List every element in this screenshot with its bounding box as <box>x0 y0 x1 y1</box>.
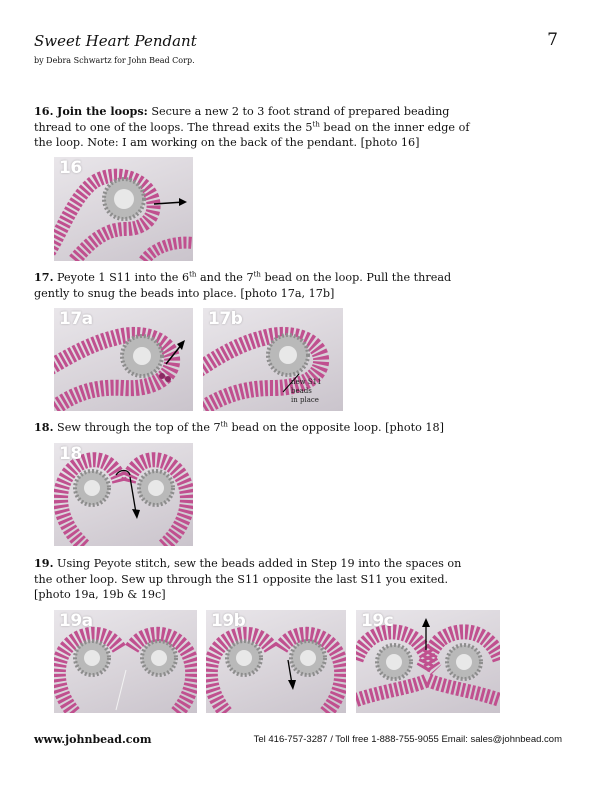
photo-label: 17b <box>208 309 243 329</box>
page-number: 7 <box>547 30 558 50</box>
photo-label: 16 <box>59 158 82 178</box>
photo-label: 19b <box>211 611 246 631</box>
photo-19a <box>54 610 197 713</box>
step-number: 19. <box>34 556 54 570</box>
photo-19c <box>356 610 500 713</box>
step-text: Sew through the top of the 7 <box>53 421 221 434</box>
footer-contact-info: Tel 416-757-3287 / Toll free 1-888-755-9055 Email: sales@johnbead.com <box>253 734 562 745</box>
photo-label: 17a <box>59 309 93 329</box>
step-text: Secure a new 2 to 3 foot strand of prepared beading thread to one of the loops. The thread exits the 5 <box>34 105 450 134</box>
step-text: Peyote 1 S11 into the 6 <box>53 271 190 284</box>
byline: by Debra Schwartz for John Bead Corp. <box>34 56 195 65</box>
step-16-text <box>34 104 474 151</box>
caption-line: in place <box>291 396 319 404</box>
step-text: Using Peyote stitch, sew the beads added in Step 19 into the spaces on the other loop. Sew up through the S11 opposite the last S11 you exited.[photo 19a, 19b & 19c] <box>34 557 462 601</box>
photo-19b <box>206 610 346 713</box>
step-text: bead on the loop. Pull the thread gently to snug the beads into place. [photo 17a, 17b] <box>34 271 452 300</box>
step-number: 16. <box>34 104 54 118</box>
step-text: and the 7 <box>196 271 254 284</box>
photo-18 <box>54 443 193 546</box>
step-18-text <box>34 420 474 436</box>
step-number: 18. <box>34 420 54 434</box>
caption-line: new S11 beads <box>291 378 322 395</box>
photo-label: 19a <box>59 611 93 631</box>
superscript: th <box>189 270 197 279</box>
superscript: th <box>253 270 261 279</box>
step-heading: Join the loops: <box>57 104 148 118</box>
photo-label: 19c <box>361 611 394 631</box>
photo-17a <box>54 308 193 411</box>
footer-website-link[interactable]: www.johnbead.com <box>34 733 152 746</box>
superscript: th <box>220 420 228 429</box>
superscript: th <box>312 119 320 128</box>
document-title: Sweet Heart Pendant <box>34 32 197 50</box>
photo-17b <box>203 308 343 411</box>
step-17-text <box>34 270 474 301</box>
step-19-text <box>34 556 474 603</box>
step-number: 17. <box>34 270 54 284</box>
photo-caption <box>291 378 343 405</box>
photo-16 <box>54 157 193 261</box>
step-text: bead on the inner edge of the loop. Note: I am working on the back of the pendant. [photo 16] <box>34 120 470 149</box>
step-text: bead on the opposite loop. [photo 18] <box>227 421 445 434</box>
photo-label: 18 <box>59 444 82 464</box>
